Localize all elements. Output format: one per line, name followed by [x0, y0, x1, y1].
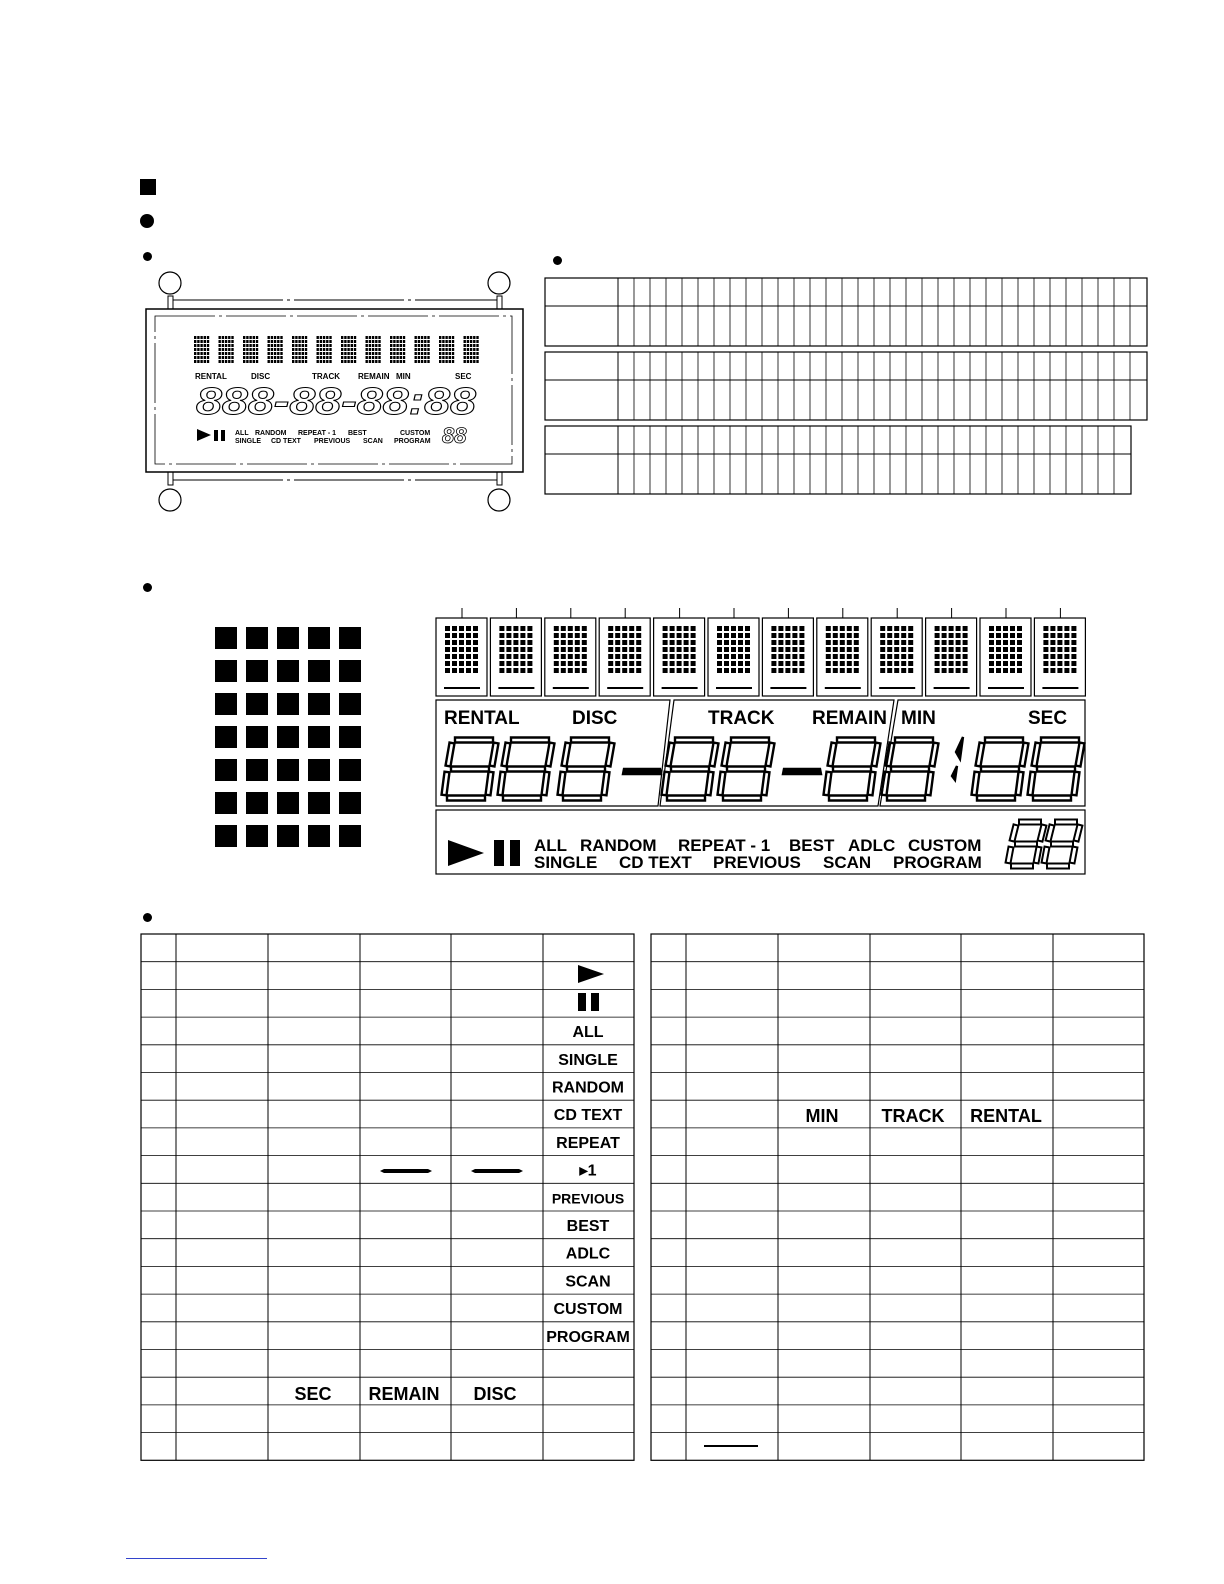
matrix-dot [215, 627, 237, 649]
right-cell-rental: RENTAL [970, 1106, 1042, 1126]
small-row2-scan: SCAN [363, 438, 383, 445]
big-row2-scan: SCAN [823, 853, 872, 872]
matrix-dot [277, 759, 299, 781]
small-char-cell [341, 336, 356, 363]
seven-seg-digit [498, 738, 555, 801]
table-label-cell: REPEAT [556, 1134, 620, 1152]
matrix-dot [308, 660, 330, 682]
matrix-dot [339, 627, 361, 649]
matrix-dot [339, 726, 361, 748]
dash-segment-2 [471, 1169, 523, 1173]
matrix-dot [339, 759, 361, 781]
table-label-cell: SINGLE [558, 1051, 618, 1069]
small-char-cell [366, 336, 381, 363]
matrix-dot [246, 792, 268, 814]
bullet-display-outline [143, 252, 152, 261]
matrix-dot [277, 792, 299, 814]
matrix-dot [215, 726, 237, 748]
small-char-cell [268, 336, 283, 363]
segment-table-right [650, 933, 1146, 1463]
small-char-cell [292, 336, 307, 363]
table-label-cell: RANDOM [552, 1079, 624, 1097]
small-char-cell [464, 336, 479, 363]
matrix-dot [339, 792, 361, 814]
small-char-cell [415, 336, 430, 363]
small-char-cell [317, 336, 332, 363]
small-row2-cdtext: CD TEXT [271, 438, 301, 445]
dot-matrix-5x7 [215, 627, 363, 851]
small-play-icon [197, 429, 211, 441]
char-cell [654, 608, 705, 696]
char-cell [980, 608, 1031, 696]
left-cell-disc: DISC [473, 1384, 517, 1404]
colon-upper [956, 737, 963, 759]
pin-grid [544, 276, 1150, 498]
table-label-cell: BEST [566, 1218, 610, 1235]
big-label-rental: RENTAL [444, 708, 520, 729]
small-label-sec: SEC [455, 372, 472, 381]
big-play-icon [448, 840, 484, 866]
matrix-dot [215, 693, 237, 715]
small-label-disc: DISC [251, 372, 271, 381]
matrix-dot [246, 660, 268, 682]
big-dash-2 [783, 769, 821, 774]
matrix-dot [277, 660, 299, 682]
matrix-dot [246, 759, 268, 781]
big-row1-random: RANDOM [580, 836, 657, 855]
left-cell-sec: SEC [294, 1384, 332, 1404]
matrix-dot [246, 693, 268, 715]
bullet-segment-table [143, 913, 152, 922]
dash-segment-1 [380, 1169, 432, 1173]
small-pause-icon [214, 430, 218, 441]
segment-table-left [140, 933, 636, 1463]
footer-link-underline [126, 1558, 267, 1559]
small-label-track: TRACK [312, 372, 340, 381]
big-row2-program: PROGRAM [893, 853, 982, 872]
table-label-cell: ADLC [565, 1245, 611, 1263]
char-cell [926, 608, 977, 696]
seven-seg-digit [972, 738, 1029, 801]
table-label-cell: ALL [572, 1024, 604, 1042]
colon-lower [952, 766, 957, 780]
seven-seg-digit [442, 738, 499, 801]
table-play-icon [578, 965, 604, 983]
bullet-segment-layout [143, 583, 152, 592]
matrix-dot [215, 759, 237, 781]
table-label-cell: PROGRAM [546, 1328, 630, 1346]
right-cell-min: MIN [805, 1106, 839, 1126]
char-cell [490, 608, 541, 696]
big-row1-custom: CUSTOM [908, 836, 982, 855]
matrix-dot [215, 660, 237, 682]
small-row2-program: PROGRAM [394, 438, 431, 445]
matrix-dot [215, 825, 237, 847]
large-display-layout [434, 604, 1088, 878]
left-cell-remain: REMAIN [368, 1384, 440, 1404]
matrix-dot [308, 726, 330, 748]
big-dash-1 [623, 769, 661, 774]
big-row1-adlc: ADLC [848, 836, 896, 855]
big-label-sec: SEC [1028, 708, 1068, 729]
small-row1-custom: CUSTOM [400, 430, 431, 437]
matrix-dot [339, 660, 361, 682]
matrix-dot [277, 693, 299, 715]
big-label-remain: REMAIN [812, 708, 887, 729]
small-digits: 888-88-88:88 [196, 381, 478, 423]
char-cell [1034, 608, 1085, 696]
small-label-min: MIN [396, 372, 411, 381]
matrix-dot [308, 825, 330, 847]
small-row1-random: RANDOM [255, 430, 287, 437]
char-cell [871, 608, 922, 696]
section-square-bullet [140, 179, 156, 195]
subsection-bullet [140, 214, 154, 228]
matrix-dot [246, 627, 268, 649]
bullet-pin-grid [553, 256, 562, 265]
small-label-rental: RENTAL [195, 372, 227, 381]
big-row2-cdtext: CD TEXT [619, 853, 692, 872]
seven-seg-digit [1028, 738, 1085, 801]
char-cell [708, 608, 759, 696]
small-row1-all: ALL [235, 430, 249, 437]
seven-seg-digit-small [1006, 820, 1047, 869]
big-label-track: TRACK [708, 708, 775, 729]
small-digits-2: 88 [442, 423, 467, 448]
small-char-cell [243, 336, 258, 363]
big-label-min: MIN [901, 708, 936, 729]
matrix-dot [215, 792, 237, 814]
table-label-cell: CUSTOM [553, 1301, 623, 1319]
char-cell [762, 608, 813, 696]
small-char-cell [390, 336, 405, 363]
char-cell [599, 608, 650, 696]
seven-seg-digit-small [1042, 820, 1083, 869]
small-row1-repeat: REPEAT - 1 [298, 430, 336, 437]
small-char-cell [219, 336, 234, 363]
seven-seg-digit [662, 738, 719, 801]
table-label-cell: SCAN [565, 1273, 611, 1291]
matrix-dot [339, 825, 361, 847]
matrix-dot [246, 825, 268, 847]
seven-seg-digit [824, 738, 881, 801]
table-label-cell: ▸1 [579, 1162, 597, 1180]
matrix-dot [308, 759, 330, 781]
small-row2-previous: PREVIOUS [314, 438, 351, 445]
table-pause-icon [578, 993, 586, 1011]
seven-seg-digit [558, 738, 615, 801]
small-row2-single: SINGLE [235, 438, 262, 445]
matrix-dot [339, 693, 361, 715]
matrix-dot [308, 792, 330, 814]
small-label-remain: REMAIN [358, 372, 390, 381]
char-cell [817, 608, 868, 696]
char-cell [545, 608, 596, 696]
small-char-cell [194, 336, 209, 363]
matrix-dot [246, 726, 268, 748]
table-label-cell: CD TEXT [553, 1107, 623, 1125]
seven-seg-digit [718, 738, 775, 801]
matrix-dot [308, 693, 330, 715]
big-row1-all: ALL [534, 836, 568, 855]
big-row2-previous: PREVIOUS [713, 853, 801, 872]
small-row1-best: BEST [348, 430, 367, 437]
matrix-dot [277, 627, 299, 649]
right-cell-track: TRACK [881, 1106, 945, 1126]
big-row2-single: SINGLE [534, 853, 598, 872]
big-label-disc: DISC [572, 708, 618, 729]
table-label-cell: PREVIOUS [551, 1190, 625, 1207]
matrix-dot [277, 825, 299, 847]
big-row1-best: BEST [789, 836, 835, 855]
char-cell [436, 608, 487, 696]
small-display-outline [140, 266, 530, 516]
matrix-dot [308, 627, 330, 649]
big-pause-icon [494, 840, 504, 866]
matrix-dot [277, 726, 299, 748]
big-row1-repeat: REPEAT - 1 [678, 836, 771, 855]
small-char-cell [439, 336, 454, 363]
